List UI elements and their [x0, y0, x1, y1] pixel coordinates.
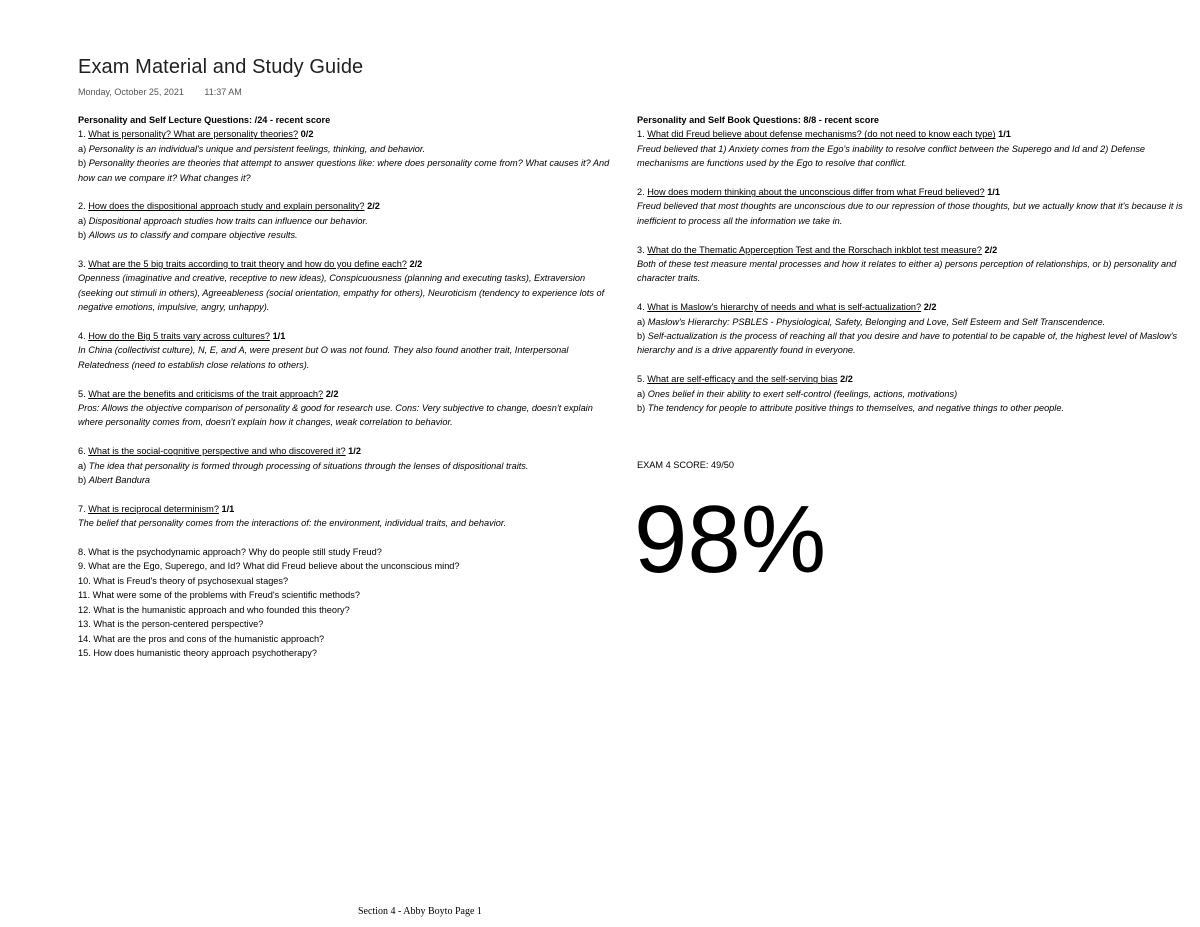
answer-text: Personality theories are theories that attempt to answer questions like: where does personality come from? What causes it? And how can we compare it? What changes it? [78, 158, 610, 183]
answer-line [78, 228, 618, 242]
answer-line [78, 401, 618, 430]
question-block [78, 199, 618, 242]
question-number: 5. [637, 374, 648, 385]
answer-text: Openness (imaginative and creative, receptive to new ideas), Conspicuousness (planning and executing tasks), Extraversion (seeking out stimuli in others), Agreeableness (social orientation, empathy for others), Neuroticism (tendency to experience lots of negative emotions, impulsive, angry, unhappy). [78, 273, 605, 313]
answer-text: Albert Bandura [88, 475, 151, 486]
page-footer: Section 4 - Abby Boyto Page 1 [358, 906, 482, 917]
answer-line [637, 257, 1197, 286]
answer-text: Pros: Allows the objective comparison of personality & good for research use. Cons: Very subjective to change, doesn't explain where personality comes from, doesn't explain how it changes, weak correlation to behavior. [78, 403, 593, 428]
question-line [78, 127, 618, 141]
question-text: What are the benefits and criticisms of the trait approach? [88, 388, 324, 399]
question-block [78, 387, 618, 430]
answer-prefix: b) [637, 403, 648, 414]
question-score: 1/2 [345, 446, 361, 457]
question-line [78, 502, 618, 516]
question-line [637, 243, 1197, 257]
page-time: 11:37 AM [204, 87, 242, 97]
page-meta [78, 87, 260, 97]
answer-text: Freud believed that most thoughts are unconscious due to our repression of those thoughts, but we actually know that it's because it is inefficient to process all the information we take in. [637, 201, 1183, 226]
question-block [78, 329, 618, 372]
lecture-questions-column [78, 113, 618, 660]
question-text: What is Maslow's hierarchy of needs and what is self-actualization? [647, 302, 922, 313]
remaining-question: 11. What were some of the problems with Freud's scientific methods? [78, 590, 360, 601]
answer-line [78, 156, 618, 185]
answer-text: The idea that personality is formed through processing of situations through the lenses of dispositional traits. [88, 460, 529, 471]
remaining-question: 14. What are the pros and cons of the humanistic approach? [78, 633, 325, 644]
question-text: What is reciprocal determinism? [88, 503, 219, 514]
question-block [637, 243, 1197, 286]
answer-prefix: b) [78, 230, 89, 241]
question-number: 1. [637, 129, 648, 140]
question-block [637, 300, 1197, 358]
remaining-question: 12. What is the humanistic approach and who founded this theory? [78, 604, 350, 615]
question-number: 4. [78, 331, 89, 342]
question-line [637, 127, 1197, 141]
question-number: 2. [637, 187, 648, 198]
answer-text: Maslow's Hierarchy: PSBLES - Physiological, Safety, Belonging and Love, Self Esteem and Self Transcendence. [647, 316, 1106, 327]
answer-line [78, 459, 618, 473]
question-text: What are self-efficacy and the self-serving bias [647, 374, 838, 385]
question-score: 1/1 [995, 129, 1011, 140]
question-line [637, 185, 1197, 199]
answer-line [78, 343, 618, 372]
answer-line [78, 473, 618, 487]
question-number: 5. [78, 388, 89, 399]
question-number: 3. [637, 244, 648, 255]
question-number: 7. [78, 503, 89, 514]
question-score: 1/1 [270, 331, 286, 342]
answer-line [78, 516, 618, 530]
score-percent: 98% [634, 486, 827, 593]
question-block [637, 185, 1197, 228]
answer-line [637, 142, 1197, 171]
answer-prefix: a) [78, 143, 89, 154]
lecture-question-list [78, 127, 618, 530]
page-date: Monday, October 25, 2021 [78, 87, 184, 97]
question-number: 3. [78, 259, 89, 270]
answer-text: Self-actualization is the process of reaching all that you desire and have to potential to be capable of, the highest level of Maslow's hierarchy and is a drive apparently found in everyone. [637, 331, 1178, 356]
question-block [78, 444, 618, 487]
answer-line [637, 387, 1197, 401]
remaining-question: 10. What is Freud's theory of psychosexual stages? [78, 575, 289, 586]
question-block [78, 502, 618, 531]
remaining-question: 8. What is the psychodynamic approach? Why do people still study Freud? [78, 547, 382, 558]
answer-text: Both of these test measure mental processes and how it relates to either a) persons perception of relationships, or b) personality and character traits. [637, 259, 1177, 284]
answer-text: The tendency for people to attribute positive things to themselves, and negative things to other people. [647, 403, 1064, 414]
question-line [78, 257, 618, 271]
question-block [637, 372, 1197, 415]
answer-text: In China (collectivist culture), N, E, and A, were present but O was not found. They also found another trait, Interpersonal Relatedness (need to establish close relations to others). [78, 345, 569, 370]
remaining-question: 9. What are the Ego, Superego, and Id? What did Freud believe about the unconscious mind? [78, 561, 460, 572]
question-text: What are the 5 big traits according to trait theory and how do you define each? [88, 259, 407, 270]
question-text: What did Freud believe about defense mechanisms? (do not need to know each type) [647, 129, 996, 140]
answer-line [78, 271, 618, 314]
question-line [78, 387, 618, 401]
question-line [78, 199, 618, 213]
book-question-list [637, 127, 1197, 415]
answer-text: Dispositional approach studies how traits can influence our behavior. [88, 215, 368, 226]
answer-text: Allows us to classify and compare objective results. [88, 230, 298, 241]
question-text: How do the Big 5 traits vary across cultures? [88, 331, 271, 342]
lecture-section-title: Personality and Self Lecture Questions: /24 - recent score [78, 115, 331, 125]
book-section-title: Personality and Self Book Questions: 8/8 - recent score [637, 115, 880, 125]
remaining-question: 13. What is the person-centered perspective? [78, 619, 264, 630]
answer-text: Ones belief in their ability to exert self-control (feelings, actions, motivations) [647, 388, 958, 399]
question-score: 2/2 [981, 244, 998, 255]
remaining-question: 15. How does humanistic theory approach psychotherapy? [78, 647, 318, 658]
question-block [637, 127, 1197, 170]
answer-prefix: b) [78, 158, 89, 169]
question-score: 1/1 [984, 187, 1000, 198]
question-line [78, 329, 618, 343]
question-text: What do the Thematic Apperception Test and the Rorschach inkblot test measure? [647, 244, 982, 255]
answer-line [637, 401, 1197, 415]
answer-text: Personality is an individual's unique and persistent feelings, thinking, and behavior. [88, 143, 426, 154]
question-line [637, 372, 1197, 386]
question-line [637, 300, 1197, 314]
question-number: 6. [78, 446, 89, 457]
answer-line [637, 199, 1197, 228]
question-number: 2. [78, 201, 89, 212]
question-score: 2/2 [921, 302, 937, 313]
question-score: 2/2 [837, 374, 853, 385]
question-block [78, 257, 618, 315]
answer-text: Freud believed that 1) Anxiety comes from the Ego's inability to resolve conflict between the Superego and Id and 2) Defense mechanisms are functions used by the Ego to resolve that conflict. [637, 143, 1146, 169]
answer-line [637, 315, 1197, 329]
question-text: What is the social-cognitive perspective and who discovered it? [88, 446, 346, 457]
question-number: 1. [78, 129, 89, 140]
answer-line [637, 329, 1197, 358]
question-text: How does modern thinking about the unconscious differ from what Freud believed? [647, 187, 985, 198]
question-score: 2/2 [364, 201, 380, 212]
question-line [78, 444, 618, 458]
answer-prefix: b) [78, 475, 89, 486]
answer-prefix: b) [637, 331, 648, 342]
question-score: 0/2 [298, 129, 314, 140]
exam-score: EXAM 4 SCORE: 49/50 [637, 460, 735, 470]
answer-prefix: a) [637, 316, 648, 327]
answer-prefix: a) [78, 215, 89, 226]
question-score: 2/2 [323, 388, 339, 399]
page-title: Exam Material and Study Guide [78, 56, 364, 78]
question-block [78, 127, 618, 185]
question-score: 1/1 [218, 503, 235, 514]
question-score: 2/2 [406, 259, 423, 270]
answer-line [78, 142, 618, 156]
answer-line [78, 214, 618, 228]
question-text: How does the dispositional approach study and explain personality? [88, 201, 365, 212]
answer-prefix: a) [78, 460, 89, 471]
answer-text: The belief that personality comes from the interactions of: the environment, individual traits, and behavior. [78, 518, 507, 529]
book-questions-column [637, 113, 1197, 430]
question-number: 4. [637, 302, 648, 313]
answer-prefix: a) [637, 388, 648, 399]
remaining-question-list [78, 545, 618, 660]
question-text: What is personality? What are personality theories? [88, 129, 299, 140]
